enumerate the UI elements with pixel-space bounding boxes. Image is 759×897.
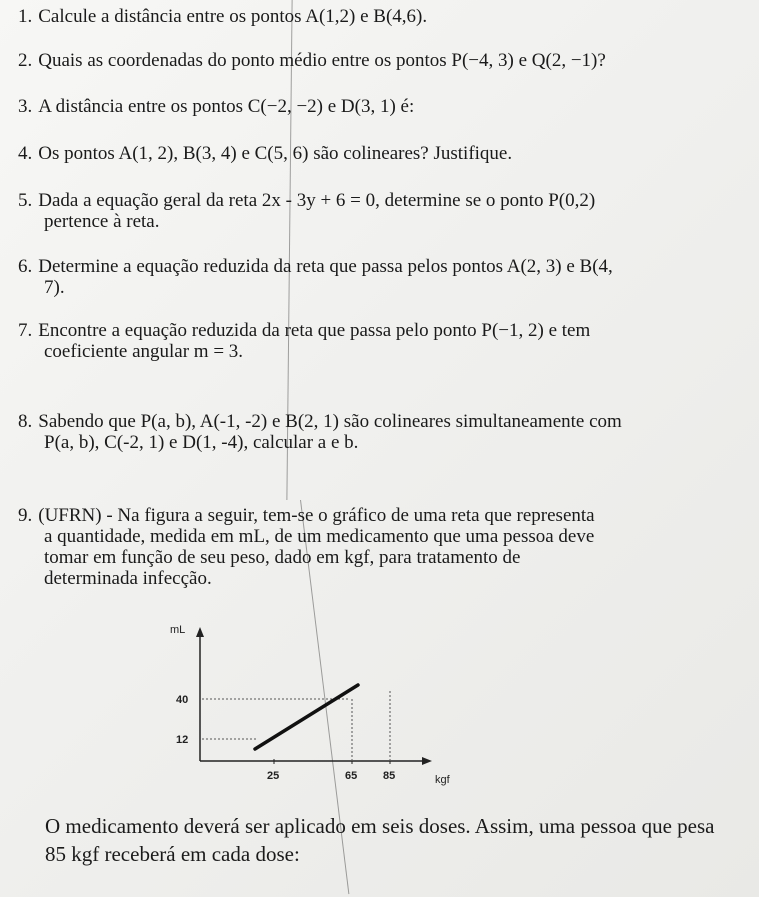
question-6-line2: 7). [44,277,65,298]
x-tick-label: 65 [345,770,358,782]
final-text [45,812,749,868]
question-7-line1: Encontre a equação reduzida da reta que passa pelo ponto P(−1, 2) e tem [38,320,591,341]
question-9-line1: (UFRN) - Na figura a seguir, tem-se o gráfico de uma reta que representa [38,505,595,526]
question-9-line2: a quantidade, medida em mL, de um medicamento que uma pessoa deve [44,526,595,547]
question-2-text: Quais as coordenadas do ponto médio entre os pontos P(−4, 3) e Q(2, −1)? [38,50,606,71]
question-6: 6. Determine a equação reduzida da reta que passa pelos pontos A(2, 3) e B(4, 7). [18,256,741,298]
question-8-line2: P(a, b), C(-2, 1) e D(1, -4), calcular a e b. [44,432,359,453]
question-4: 4. Os pontos A(1, 2), B(3, 4) e C(5, 6) são colineares? Justifique. [18,143,513,164]
x-tick-label: 25 [267,770,280,782]
question-3-text: A distância entre os pontos C(−2, −2) e D(3, 1) é: [38,96,415,117]
question-1-text: Calcule a distância entre os pontos A(1,2) e B(4,6). [38,6,428,27]
dose-chart [150,615,470,795]
question-6-line1: Determine a equação reduzida da reta que passa pelos pontos A(2, 3) e B(4, [38,256,613,277]
question-9-line4: determinada infecção. [44,568,212,589]
y-tick-label: 12 [176,734,189,746]
question-9-line3: tomar em função de seu peso, dado em kgf, para tratamento de [44,547,521,568]
x-axis-arrow-icon [422,757,432,765]
question-3: 3. A distância entre os pontos C(−2, −2) e D(3, 1) é: [18,96,415,117]
question-5: 5. Dada a equação geral da reta 2x - 3y + 6 = 0, determine se o ponto P(0,2) pertence à reta. [18,190,741,232]
question-5-line2: pertence à reta. [44,211,160,232]
question-7: 7. Encontre a equação reduzida da reta que passa pelo ponto P(−1, 2) e tem coeficiente angular m = 3. [18,320,741,362]
question-7-line2: coeficiente angular m = 3. [44,341,244,362]
final-text-line1: O medicamento deverá ser aplicado em seis doses. Assim, uma pessoa que pesa [45,814,715,838]
question-8-line1: Sabendo que P(a, b), A(-1, -2) e B(2, 1) são colineares simultaneamente com [38,411,622,432]
data-line [255,685,358,749]
y-tick-label: 40 [176,694,189,706]
final-text-line2: 85 kgf receberá em cada dose: [45,842,300,866]
question-1: 1. Calcule a distância entre os pontos A(1,2) e B(4,6). [18,6,428,27]
question-5-line1: Dada a equação geral da reta 2x - 3y + 6 = 0, determine se o ponto P(0,2) [38,190,596,211]
question-9: 9. (UFRN) - Na figura a seguir, tem-se o gráfico de uma reta que representa a quantidade, medida em mL, de um medicamento que uma pessoa deve tomar em função de seu peso, dado em kgf, para tratamento de determinada infecção. [18,505,741,589]
x-tick-label: 85 [383,770,396,782]
question-2: 2. Quais as coordenadas do ponto médio entre os pontos P(−4, 3) e Q(2, −1)? [18,50,606,71]
y-axis-label: mL [170,624,186,636]
question-8: 8. Sabendo que P(a, b), A(-1, -2) e B(2, 1) são colineares simultaneamente com P(a, b), C(-2, 1) e D(1, -4), calcular a e b. [18,411,741,453]
question-4-text: Os pontos A(1, 2), B(3, 4) e C(5, 6) são colineares? Justifique. [38,143,513,164]
x-axis-label: kgf [435,774,450,786]
y-axis-arrow-icon [196,627,204,637]
